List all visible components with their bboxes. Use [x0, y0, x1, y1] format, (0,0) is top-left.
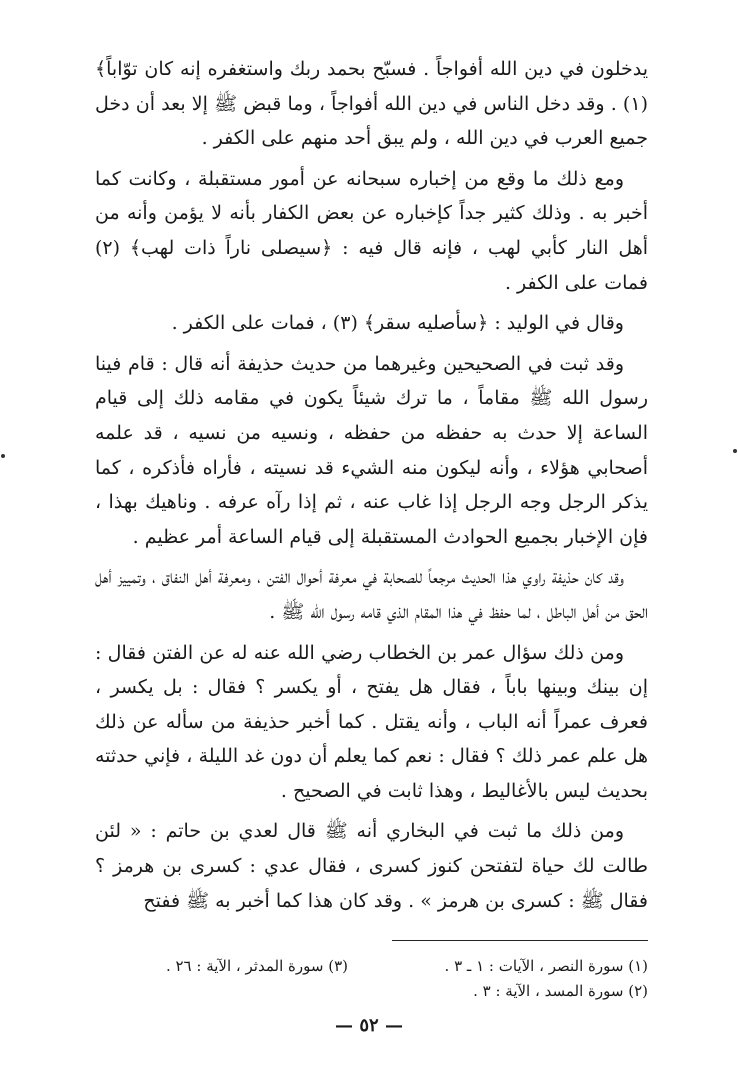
paragraph-6: ومن ذلك سؤال عمر بن الخطاب رضي الله عنه له عن الفتن فقال : إن بينك وبينها باباً ، فقال هل يفتح ، أو يكسر ؟ فقال : بل يكسر ، فعرف عمراً أنه الباب ، وأنه يقتل . كما أخبر حذيفة من سأله عن ذلك هل علم عمر ذلك ؟ فقال : نعم كما يعلم أن دون غد الليلة ، فإني حدثته بحديث ليس بالأغاليط ، وهذا ثابت في الصحيح . — [95, 641, 648, 802]
scan-mark-left — [1, 454, 5, 458]
paragraph-1: يدخلون في دين الله أفواجاً . فسبّح بحمد ربك واستغفره إنه كان توّاباً﴾ (١) . وقد دخل الناس في دين الله أفواجاً ، وما قبض ﷺ إلا بعد أن دخل جميع العرب في دين الله ، ولم يبق أحد منهم على الكفر . — [95, 58, 648, 150]
footnote-divider — [392, 940, 648, 941]
footnote-3: (٣) سورة المدثر ، الآية : ٢٦ . — [165, 957, 348, 975]
footnote-2: (٢) سورة المسد ، الآية : ٣ . — [473, 982, 648, 1000]
footnote-1: (١) سورة النصر ، الآيات : ١ ـ ٣ . — [444, 957, 648, 975]
footnote-row-2 — [95, 980, 648, 1002]
page-number: — ٥٢ — — [335, 1015, 403, 1036]
main-text — [95, 52, 648, 924]
paragraph-2: ومع ذلك ما وقع من إخباره سبحانه عن أمور مستقبلة ، وكانت كما أخبر به . وذلك كثير جداً كإخباره عن بعض الكفار بأنه لا يؤمن وأنه من أهل النار كأبي لهب ، فإنه قال فيه : ﴿سيصلى ناراً ذات لهب﴾ (٢) فمات على الكفر . — [95, 167, 648, 294]
footnote-row-1 — [95, 955, 648, 977]
paragraph-3: وقال في الوليد : ﴿سأصليه سقر﴾ (٣) ، فمات على الكفر . — [171, 312, 624, 335]
paragraph-5: وقد كان حذيفة راوي هذا الحديث مرجعاً للصحابة في معرفة أحوال الفتن ، ومعرفة أهل النفاق ، وتمييز أهل الحق من أهل الباطل ، لما حفظ في هذا المقام الذي قامه رسول الله ﷺ . — [95, 566, 648, 623]
paragraph-4: وقد ثبت في الصحيحين وغيرهما من حديث حذيفة أنه قال : قام فينا رسول الله ﷺ مقاماً ، ما ترك شيئاً يكون في مقامه ذلك إلى قيام الساعة إلا حدث به حفظه من حفظه ، ونسيه من نسيه ، قد علمه أصحابي هؤلاء ، وأنه ليكون منه الشيء قد نسيته ، فأراه فأذكره ، كما يذكر الرجل وجه الرجل إذا غاب عنه ، ثم إذا رآه عرفه . وناهيك بهذا ، فإن الإخبار بجميع الحوادث المستقبلة إلى قيام الساعة أمر عظيم . — [95, 352, 648, 548]
paragraph-7: ومن ذلك ما ثبت في البخاري أنه ﷺ قال لعدي بن حاتم : « لئن طالت لك حياة لتفتحن كنوز كسرى ، فقال عدي : كسرى بن هرمز ؟ فقال ﷺ : كسرى بن هرمز » . وقد كان هذا كما أخبر به ﷺ ففتح — [95, 820, 648, 912]
scan-mark-right — [733, 449, 737, 453]
